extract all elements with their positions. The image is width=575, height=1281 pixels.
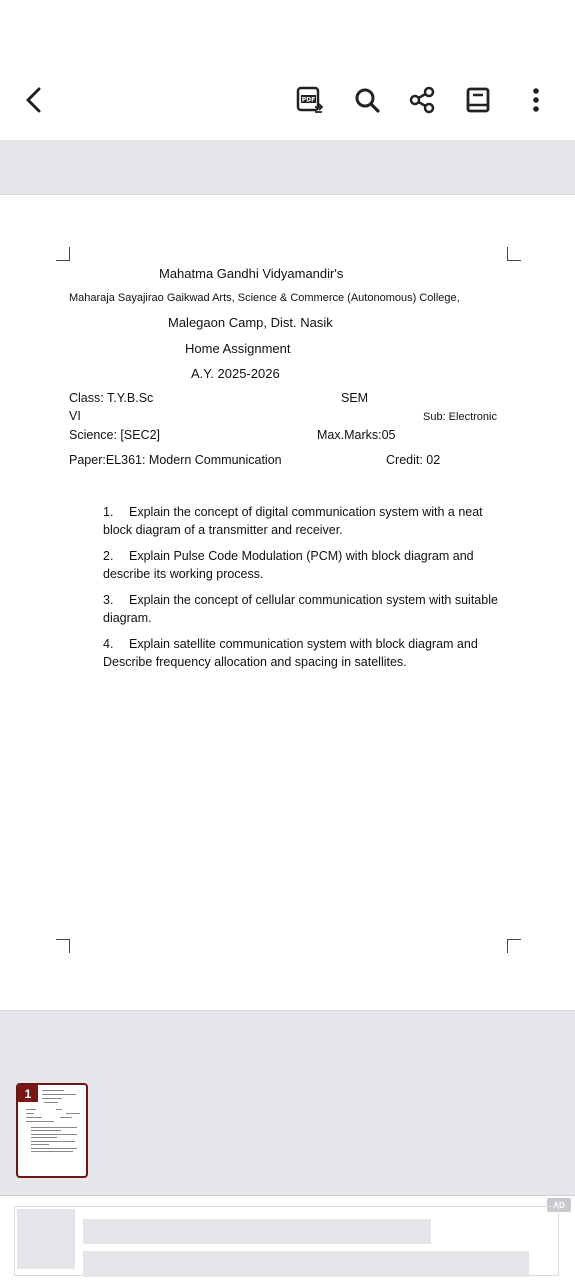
chevron-left-icon (22, 86, 46, 114)
max-marks-label: Max.Marks:05 (317, 428, 396, 442)
college-name: Maharaja Sayajirao Gaikwad Arts, Science & Commerce (Autonomous) College, (69, 292, 460, 304)
pdf-convert-icon (295, 85, 325, 115)
ad-title-placeholder (83, 1219, 431, 1244)
question-number: 2. (103, 549, 114, 563)
document-page[interactable] (0, 195, 575, 1010)
thumbnail-text-line (26, 1109, 36, 1110)
crop-mark-bottom-right (507, 939, 521, 953)
question-text: Explain the concept of digital communication system with a neat block diagram of a transmitter and receiver. (103, 505, 483, 537)
question-item (103, 635, 498, 671)
search-icon (353, 86, 381, 114)
sem-label: SEM (341, 391, 369, 405)
class-label: Class: T.Y.B.Sc (69, 391, 154, 405)
college-location: Malegaon Camp, Dist. Nasik (168, 315, 333, 330)
page-number-badge: 1 (18, 1085, 38, 1102)
ad-image-placeholder (17, 1209, 75, 1269)
credit-label: Credit: 02 (386, 453, 441, 467)
ad-body-placeholder (83, 1251, 529, 1277)
thumbnail-text-line (60, 1117, 72, 1118)
thumbnail-text-line (26, 1121, 54, 1122)
ad-label: AD (547, 1198, 571, 1212)
crop-mark-top-left (56, 247, 70, 261)
institution-name: Mahatma Gandhi Vidyamandir's (159, 266, 344, 281)
share-icon (408, 86, 436, 114)
ad-frame (14, 1206, 559, 1276)
thumbnail-text-line (31, 1141, 75, 1142)
crop-mark-top-right (507, 247, 521, 261)
back-button[interactable] (16, 82, 52, 118)
assignment-title: Home Assignment (185, 341, 291, 356)
question-number: 1. (103, 505, 114, 519)
crop-mark-bottom-left (56, 939, 70, 953)
page-thumbnail[interactable] (16, 1083, 88, 1178)
thumbnail-text-line (42, 1090, 64, 1091)
question-text: Explain Pulse Code Modulation (PCM) with block diagram and describe its working process. (103, 549, 474, 581)
question-item (103, 503, 498, 539)
more-vertical-icon (531, 86, 541, 114)
book-button[interactable] (460, 82, 496, 118)
top-toolbar (0, 0, 575, 140)
thumbnail-text-line (66, 1113, 80, 1114)
search-button[interactable] (349, 82, 385, 118)
thumbnail-text-line (56, 1109, 62, 1110)
thumbnail-text-line (31, 1137, 57, 1138)
svg-text:PDF: PDF (301, 96, 316, 104)
question-text: Explain satellite communication system with block diagram and Describe frequency allocation and spacing in satellites. (103, 637, 478, 669)
question-item (103, 591, 498, 627)
more-options-button[interactable] (518, 82, 554, 118)
thumbnail-text-line (26, 1117, 42, 1118)
thumbnail-text-line (31, 1151, 73, 1152)
page-gap-top (0, 140, 575, 195)
academic-year: A.Y. 2025-2026 (191, 366, 280, 381)
question-list (103, 503, 498, 679)
pdf-convert-button[interactable] (292, 82, 328, 118)
thumbnail-text-line (31, 1144, 49, 1145)
ad-banner[interactable] (0, 1195, 575, 1281)
sem-value: VI (69, 409, 81, 423)
thumbnail-text-line (31, 1130, 61, 1131)
thumbnail-text-line (31, 1148, 77, 1149)
share-button[interactable] (404, 82, 440, 118)
thumbnail-text-line (26, 1113, 34, 1114)
page-gap-bottom (0, 1010, 575, 1069)
book-icon (465, 86, 491, 114)
thumbnail-text-line (31, 1134, 77, 1135)
subject-label: Sub: Electronic (423, 411, 497, 423)
question-number: 4. (103, 637, 114, 651)
thumbnail-text-line (44, 1102, 58, 1103)
question-number: 3. (103, 593, 114, 607)
thumbnail-text-line (42, 1094, 76, 1095)
question-item (103, 547, 498, 583)
thumbnail-text-line (42, 1098, 62, 1099)
science-label: Science: [SEC2] (69, 428, 161, 442)
thumbnail-text-line (31, 1127, 77, 1128)
paper-label: Paper:EL361: Modern Communication (69, 453, 282, 467)
question-text: Explain the concept of cellular communication system with suitable diagram. (103, 593, 498, 625)
